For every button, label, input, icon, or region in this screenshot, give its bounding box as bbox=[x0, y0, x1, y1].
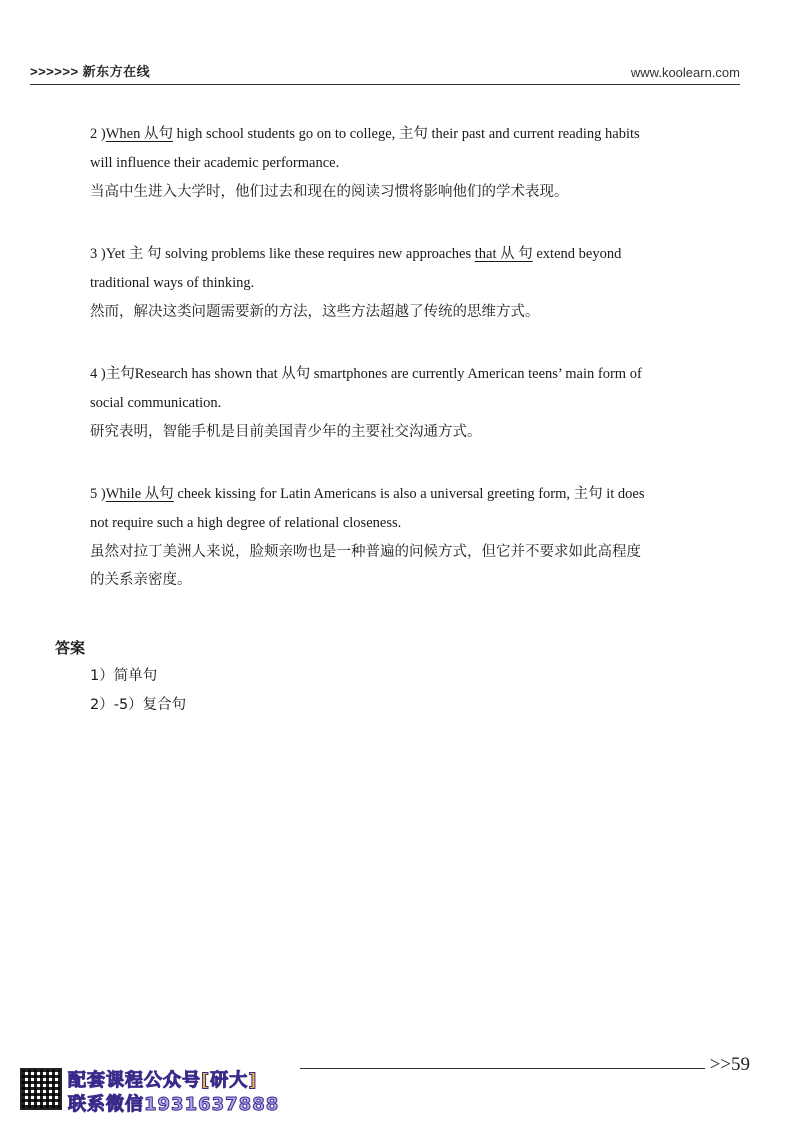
sentence-english-cont: not require such a high degree of relational closeness. bbox=[90, 515, 402, 531]
item-number: 3 ) bbox=[90, 246, 106, 262]
sentence-english bbox=[90, 360, 710, 389]
sentence-text: 主句Research has shown that 从句 smartphones are currently American teens’ main form of bbox=[105, 366, 642, 382]
sentence-english bbox=[90, 240, 710, 269]
answer-list bbox=[90, 662, 186, 720]
answer-line: 1）简单句 bbox=[90, 668, 158, 684]
page-header bbox=[30, 60, 740, 85]
header-brand: >>>>>> 新东方在线 bbox=[30, 64, 151, 79]
sentence-translation: 虽然对拉丁美洲人来说，脸颊亲吻也是一种普遍的问候方式，但它并不要求如此高程度 bbox=[90, 544, 641, 560]
sentence-translation: 研究表明，智能手机是目前美国青少年的主要社交沟通方式。 bbox=[90, 424, 482, 440]
answer-line: 2）-5）复合句 bbox=[90, 697, 187, 713]
sentence-english-cont: social communication. bbox=[90, 395, 222, 411]
sentence-item-3 bbox=[90, 240, 710, 326]
sentence-translation-cont: 的关系亲密度。 bbox=[90, 572, 192, 588]
answer-heading: 答案 bbox=[55, 639, 86, 657]
page-number: >>59 bbox=[709, 1054, 750, 1075]
clause-marker: that 从 句 bbox=[474, 246, 533, 262]
sentence-text: extend beyond bbox=[532, 246, 622, 262]
item-number: 5 ) bbox=[90, 486, 106, 502]
sentence-text: cheek kissing for Latin Americans is also a universal greeting form, 主句 it does bbox=[173, 486, 645, 502]
sentence-translation: 当高中生进入大学时，他们过去和现在的阅读习惯将影响他们的学术表现。 bbox=[90, 184, 569, 200]
item-number: 2 ) bbox=[90, 126, 106, 142]
clause-marker: When 从句 bbox=[105, 126, 173, 142]
sentence-item-2 bbox=[90, 120, 710, 206]
sentence-english bbox=[90, 120, 710, 149]
clause-marker: While 从句 bbox=[105, 486, 174, 502]
sentence-text: Yet 主 句 solving problems like these requires new approaches bbox=[105, 246, 475, 262]
footer-rule bbox=[300, 1068, 705, 1069]
sentence-english-cont: traditional ways of thinking. bbox=[90, 275, 255, 291]
sentence-english-cont: will influence their academic performance. bbox=[90, 155, 340, 171]
watermark-line-1: 配套课程公众号[研大] bbox=[68, 1070, 258, 1091]
qr-code-icon bbox=[20, 1068, 62, 1110]
sentence-text: high school students go on to college, 主句 their past and current reading habits bbox=[172, 126, 640, 142]
item-number: 4 ) bbox=[90, 366, 106, 382]
sentence-list bbox=[90, 120, 710, 628]
watermark-line-2: 联系微信1931637888 bbox=[68, 1094, 280, 1115]
sentence-english bbox=[90, 480, 710, 509]
sentence-item-4 bbox=[90, 360, 710, 446]
header-url: www.koolearn.com bbox=[630, 65, 740, 80]
sentence-translation: 然而，解决这类问题需要新的方法，这些方法超越了传统的思维方式。 bbox=[90, 304, 540, 320]
sentence-item-5 bbox=[90, 480, 710, 594]
